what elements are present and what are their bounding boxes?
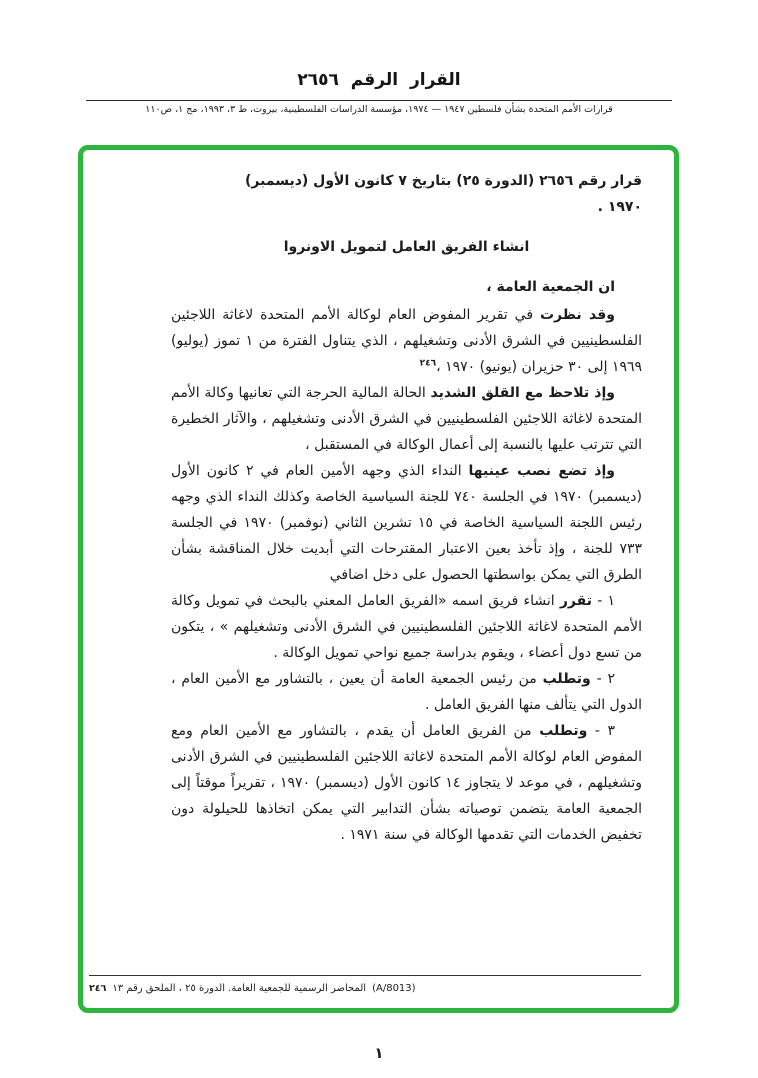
paragraph-number: ٢ - <box>590 671 615 687</box>
paragraph-lead: وتطلب <box>542 671 591 687</box>
resolution-body <box>171 168 642 950</box>
paragraph-bearing-in-mind <box>171 458 642 588</box>
page-header <box>0 70 758 115</box>
resolution-subtitle: انشاء الفريق العامل لتمويل الاونروا <box>283 239 530 255</box>
paragraph-lead: وتطلب <box>539 723 588 739</box>
paragraph-lead: تقرر <box>559 593 592 609</box>
header-divider <box>86 100 672 101</box>
footnote-text: المحاضر الرسمية للجمعية العامة. الدورة ٢٥ ، الملحق رقم ١٣ <box>112 983 367 994</box>
preamble: ان الجمعية العامة ، <box>486 279 615 295</box>
paragraph-number: ١ - <box>591 593 616 609</box>
paragraph-noting-concern <box>171 380 642 458</box>
operative-paragraph-3 <box>171 718 642 848</box>
paragraph-text: في تقرير المفوض العام لوكالة الأمم المتحدة لاغاثة اللاجئين الفلسطينيين في الشرق الأدنى وتشغيلهم ، الذي يتناول الفترة من ١ تموز (يوليو) ١٩٦٩ إلى ٣٠ حزيران (يونيو) ١٩٧٠ ، <box>171 307 642 375</box>
source-citation: قرارات الأمم المتحدة بشأن فلسطين ١٩٤٧ — ١٩٧٤، مؤسسة الدراسات الفلسطينية، بيروت، ط ٣، ١٩٩٣، مج ١، ص١١٠ <box>145 104 613 115</box>
paragraph-text: من رئيس الجمعية العامة أن يعين ، بالتشاور مع الأمين العام ، الدول التي يتألف منها الفريق العامل . <box>171 671 642 713</box>
paragraph-text: الحالة المالية الحرجة التي تعانيها وكالة الأمم المتحدة لاغاثة اللاجئين الفلسطينيين في الشرق الأدنى وتشغيلهم ، والآثار الخطيرة التي تترتب عليها بالنسبة إلى أعمال الوكالة في المستقبل ، <box>171 385 642 453</box>
footnote <box>89 975 641 994</box>
paragraph-text: من الفريق العامل أن يقدم ، بالتشاور مع الأمين العام ومع المفوض العام لوكالة الأمم المتحدة لاغاثة اللاجئين الفلسطينيين في الشرق الأدنى وتشغيلهم ، في موعد لا يتجاوز ١٤ كانون الأول (ديسمبر) ١٩٧٠ ، تقريراً موقتاً إلى الجمعية العامة يتضمن توصياته بشأن التدابير التي يمكن اتخاذها للحيلولة دون تخفيض الخدمات التي تقدمها الوكالة في سنة ١٩٧١ . <box>171 723 642 843</box>
footnote-number: ٢٤٦ <box>89 983 107 994</box>
paragraph-lead: وإذ تلاحظ مع القلق الشديد <box>430 385 615 401</box>
footnote-document-symbol: (A/8013) <box>372 983 416 994</box>
operative-paragraph-1 <box>171 588 642 666</box>
operative-paragraph-2 <box>171 666 642 718</box>
paragraph-text: انشاء فريق اسمه «الفريق العامل المعني بالبحث في تمويل وكالة الأمم المتحدة لاغاثة اللاجئين الفلسطينيين في الشرق الأدنى وتشغيلهم » ، يتكون من تسع دول أعضاء ، ويقوم بدراسة جميع نواحي تمويل الوكالة . <box>171 593 642 661</box>
paragraph-lead: وإذ تضع نصب عينيها <box>468 463 615 479</box>
resolution-title-line1: قرار رقم ٢٦٥٦ (الدورة ٢٥) بتاريخ ٧ كانون الأول (ديسمبر) <box>245 173 642 189</box>
paragraph-lead: وقد نظرت <box>539 307 615 323</box>
footnote-reference-mark: ٢٤٦ <box>419 358 437 369</box>
resolution-title <box>171 168 642 220</box>
paragraph-text: النداء الذي وجهه الأمين العام في ٢ كانون الأول (ديسمبر) ١٩٧٠ في الجلسة ٧٤٠ للجنة السياسية الخاصة وكذلك النداء الذي وجهه رئيس اللجنة السياسية الخاصة في ١٥ تشرين الثاني (نوفمبر) ١٩٧٠ في الجلسة ٧٣٣ للجنة ، وإذ تأخذ بعين الاعتبار المقترحات التي أبديت خلال المناقشة بشأن الطرق التي يمكن بواسطتها الحصول على دخل اضافي <box>171 463 642 583</box>
page-number: ١ <box>374 1044 384 1062</box>
resolution-frame <box>78 145 679 1013</box>
page-title: القرار الرقم ٢٦٥٦ <box>297 70 461 90</box>
paragraph-number: ٣ - <box>587 723 616 739</box>
paragraph-considered <box>171 302 642 380</box>
resolution-title-line2: ١٩٧٠ . <box>597 199 642 215</box>
